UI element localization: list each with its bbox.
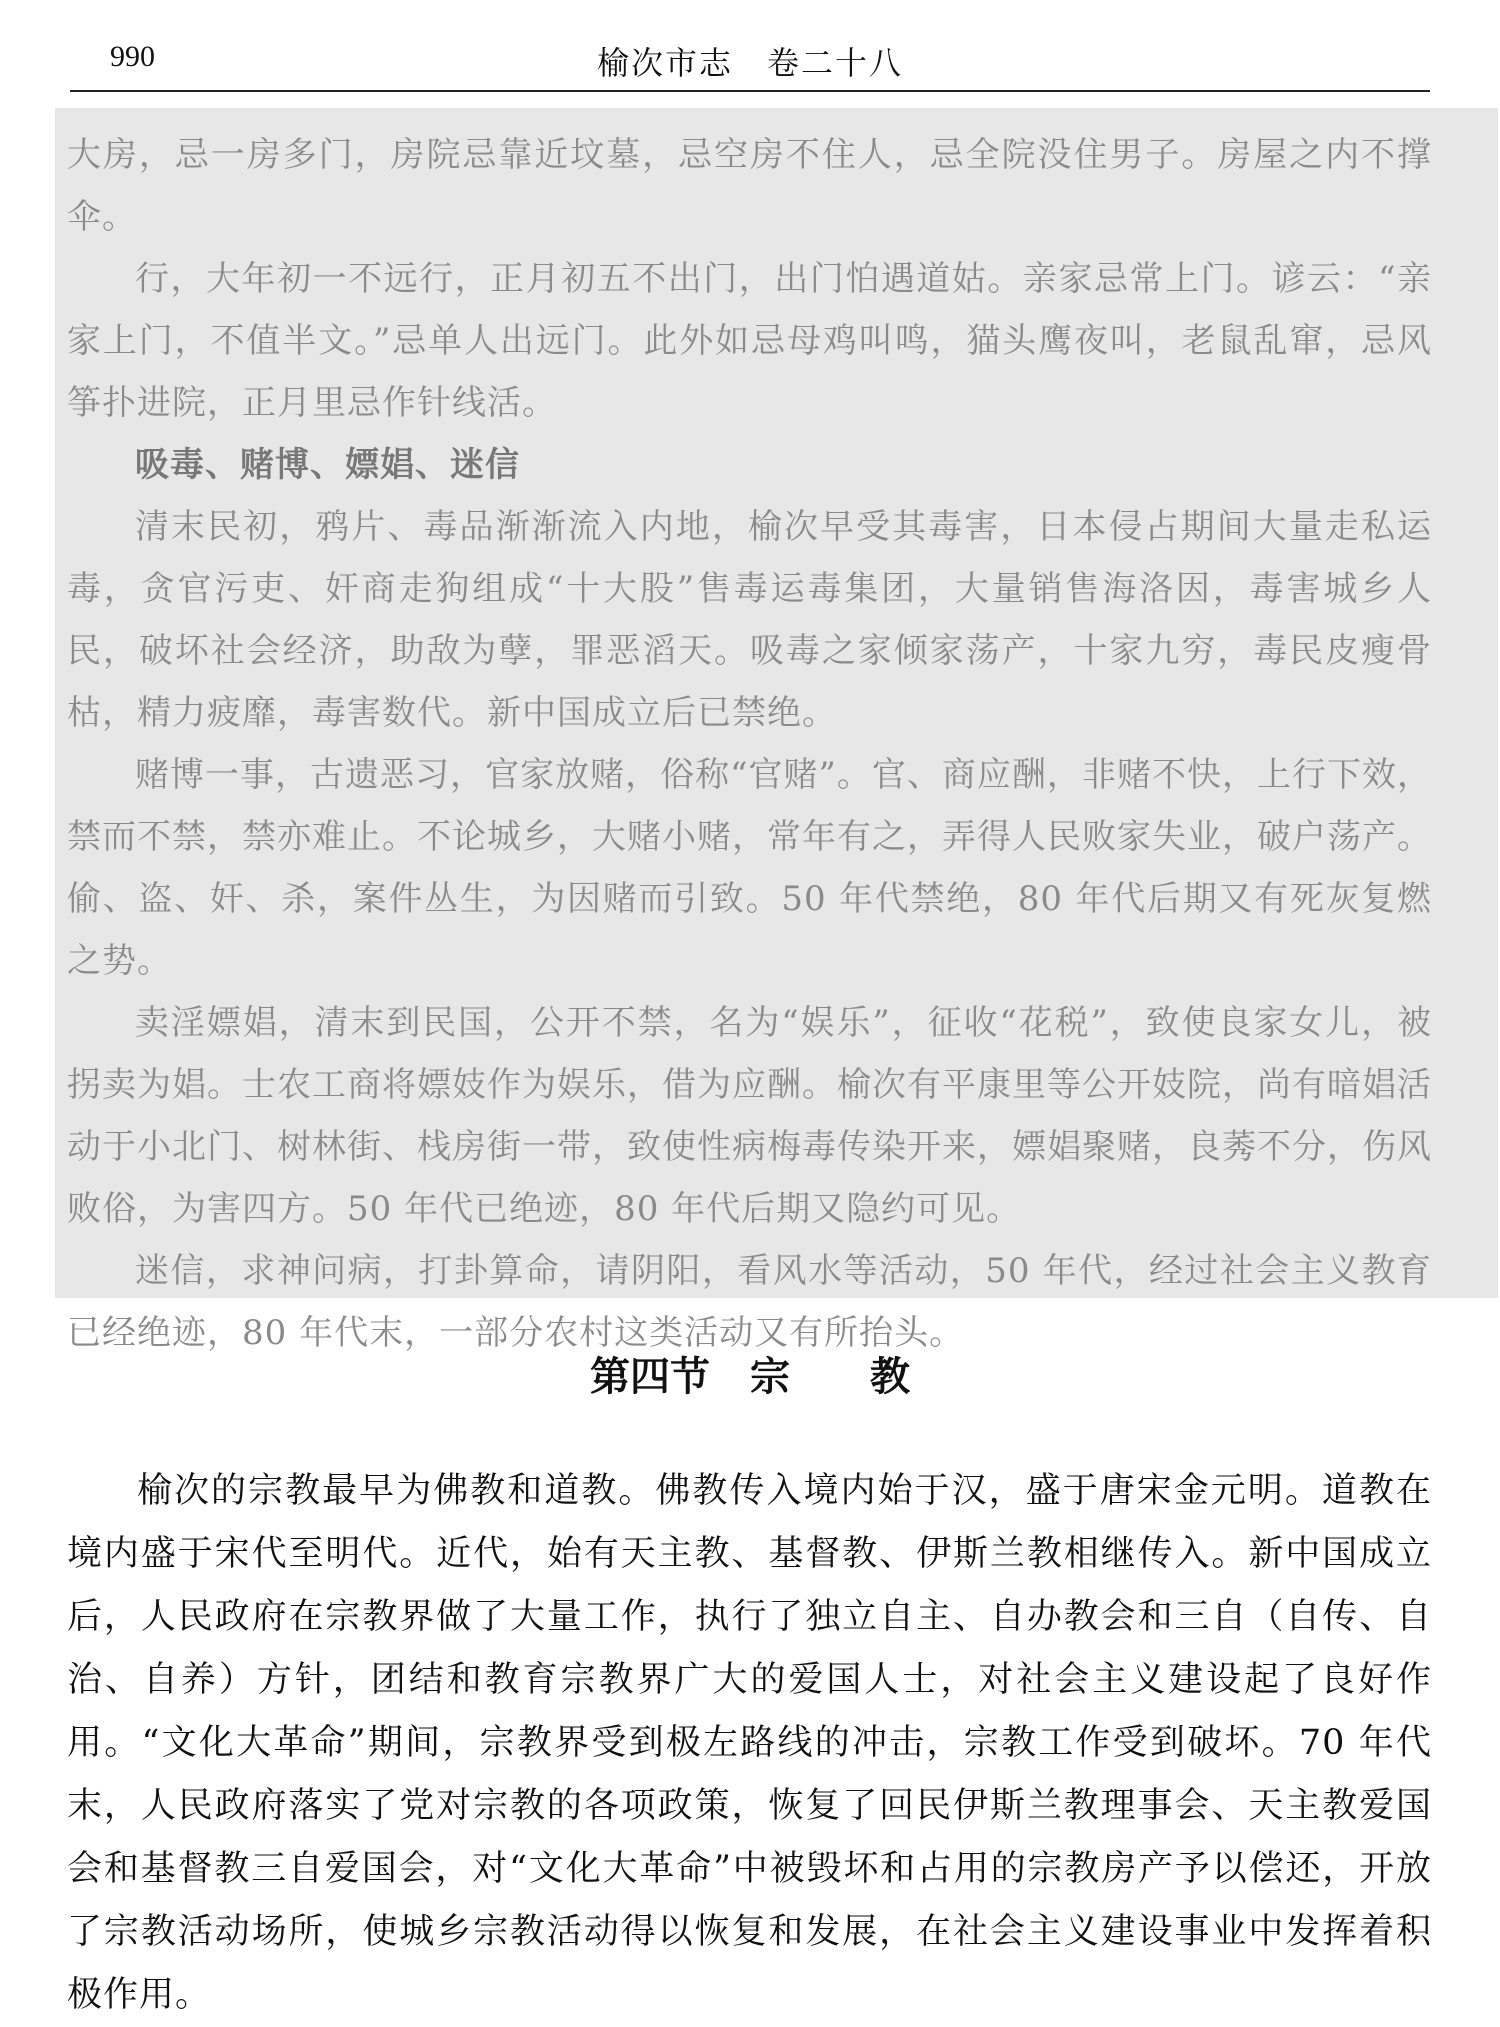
- shaded-text-content: [67, 124, 1432, 1364]
- shaded-paragraph-3: 清末民初，鸦片、毒品渐渐流入内地，榆次早受其毒害，日本侵占期间大量走私运毒，贪官污吏、奸商走狗组成“十大股”售毒运毒集团，大量销售海洛因，毒害城乡人民，破坏社会经济，助敌为孽，罪恶滔天。吸毒之家倾家荡产，十家九穷，毒民皮瘦骨枯，精力疲靡，毒害数代。新中国成立后已禁绝。: [67, 507, 1432, 733]
- page-number: 990: [110, 40, 155, 73]
- page-header: [70, 30, 1430, 90]
- running-head: 榆次市志 卷二十八: [596, 44, 903, 82]
- main-text-block: [67, 1460, 1432, 2027]
- shaded-paragraph-1: 大房，忌一房多门，房院忌靠近坟墓，忌空房不住人，忌全院没住男子。房屋之内不撑伞。: [67, 135, 1432, 237]
- shaded-text-block: [55, 108, 1498, 1353]
- shaded-paragraph-2: 行，大年初一不远行，正月初五不出门，出门怕遇道姑。亲家忌常上门。谚云：“亲家上门，不值半文。”忌单人出远门。此外如忌母鸡叫鸣，猫头鹰夜叫，老鼠乱窜，忌风筝扑进院，正月里忌作针线活。: [67, 259, 1432, 423]
- main-paragraph-1: 榆次的宗教最早为佛教和道教。佛教传入境内始于汉，盛于唐宋金元明。道教在境内盛于宋代至明代。近代，始有天主教、基督教、伊斯兰教相继传入。新中国成立后，人民政府在宗教界做了大量工作，执行了独立自主、自办教会和三自（自传、自治、自养）方针，团结和教育宗教界广大的爱国人士，对社会主义建设起了良好作用。“文化大革命”期间，宗教界受到极左路线的冲击，宗教工作受到破坏。70 年代末，人民政府落实了党对宗教的各项政策，恢复了回民伊斯兰教理事会、天主教爱国会和基督教三自爱国会，对“文化大革命”中被毁坏和占用的宗教房产予以偿还，开放了宗教活动场所，使城乡宗教活动得以恢复和发展，在社会主义建设事业中发挥着积极作用。: [67, 1471, 1432, 2015]
- shaded-subheading: 吸毒、赌博、嫖娼、迷信: [135, 445, 520, 485]
- shaded-paragraph-5: 卖淫嫖娼，清末到民国，公开不禁，名为“娱乐”，征收“花税”，致使良家女儿，被拐卖为娼。士农工商将嫖妓作为娱乐，借为应酬。榆次有平康里等公开妓院，尚有暗娼活动于小北门、树林街、栈房街一带，致使性病梅毒传染开来，嫖娼聚赌，良莠不分，伤风败俗，为害四方。50 年代已绝迹，80 年代后期又隐约可见。: [67, 1003, 1432, 1229]
- shaded-paragraph-6: 迷信，求神问病，打卦算命，请阴阳，看风水等活动，50 年代，经过社会主义教育已经绝迹，80 年代末，一部分农村这类活动又有所抬头。: [67, 1251, 1432, 1353]
- header-rule: [70, 90, 1430, 92]
- section-title: 第四节 宗 教: [590, 1354, 910, 1400]
- shaded-paragraph-4: 赌博一事，古遗恶习，官家放赌，俗称“官赌”。官、商应酬，非赌不快，上行下效，禁而不禁，禁亦难止。不论城乡，大赌小赌，常年有之，弄得人民败家失业，破户荡产。偷、盗、奸、杀，案件丛生，为因赌而引致。50 年代禁绝，80 年代后期又有死灰复燃之势。: [67, 755, 1432, 981]
